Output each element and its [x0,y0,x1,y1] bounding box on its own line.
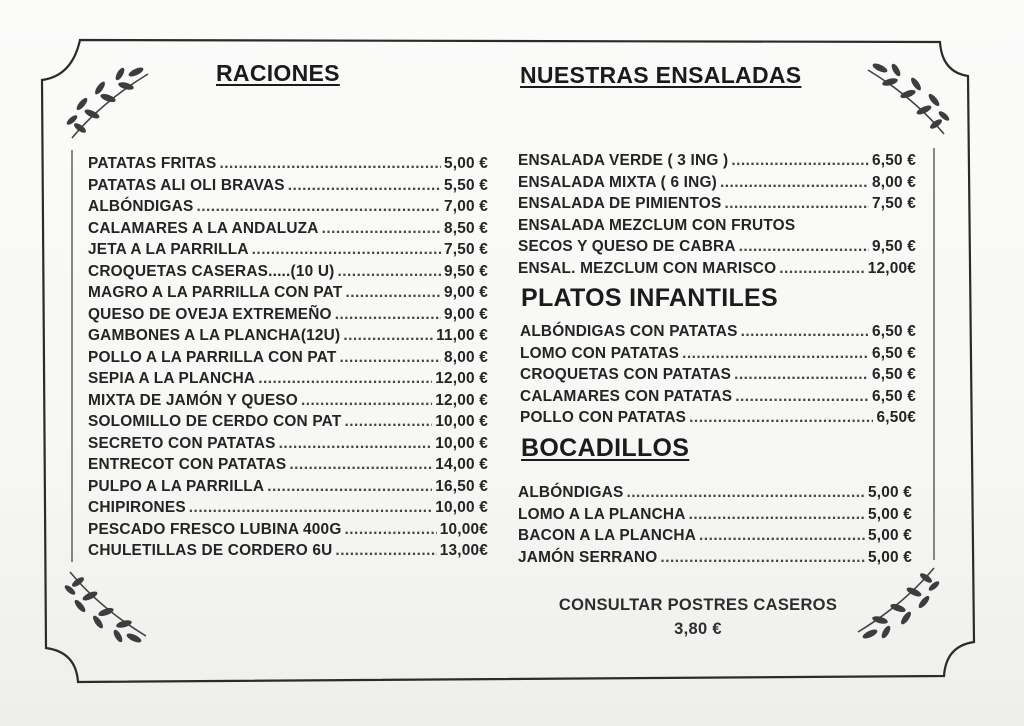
list-item: CALAMARES A LA ANDALUZA ..... 8,50 € [88,218,488,240]
list-item: CHIPIRONES ..... 10,00 € [88,497,488,519]
bocadillos-heading: BOCADILLOS [521,434,690,462]
list-item: CALAMARES CON PATATAS ..... 6,50 € [520,386,916,408]
postres-price: 3,80 € [674,620,722,638]
list-item: GAMBONES A LA PLANCHA(12U) ..... 11,00 € [88,325,488,347]
laurel-sprig-top-right-icon [862,58,954,140]
list-item: MIXTA DE JAMÓN Y QUESO ..... 12,00 € [88,390,488,412]
list-item: PULPO A LA PARRILLA ..... 16,50 € [88,476,488,498]
list-item: LOMO A LA PLANCHA ..... 5,00 € [518,504,912,526]
laurel-sprig-top-left-icon [62,62,154,144]
list-item: ENSALADA VERDE ( 3 ING ) ..... 6,50 € [518,150,916,172]
list-item: SEPIA A LA PLANCHA ..... 12,00 € [88,368,488,390]
list-item: QUESO DE OVEJA EXTREMEÑO ..... 9,00 € [88,304,488,326]
raciones-list [88,153,488,562]
list-item: JAMÓN SERRANO ..... 5,00 € [518,547,912,569]
ensaladas-list [518,150,916,279]
list-item: ENSALADA MIXTA ( 6 ING) ..... 8,00 € [518,172,916,194]
bocadillos-list [518,482,912,568]
list-item: MAGRO A LA PARRILLA CON PAT ..... 9,00 € [88,282,488,304]
list-item: ALBÓNDIGAS ..... 5,00 € [518,482,912,504]
list-item: ALBÓNDIGAS CON PATATAS ..... 6,50 € [520,321,916,343]
list-item: JETA A LA PARRILLA ..... 7,50 € [88,239,488,261]
list-item: CROQUETAS CON PATATAS ..... 6,50 € [520,364,916,386]
list-item: ENTRECOT CON PATATAS ..... 14,00 € [88,454,488,476]
list-item: SOLOMILLO DE CERDO CON PAT ..... 10,00 € [88,411,488,433]
ensaladas-heading: NUESTRAS ENSALADAS [520,62,802,88]
list-item: ENSALADA DE PIMIENTOS ..... 7,50 € [518,193,916,215]
list-item: PESCADO FRESCO LUBINA 400G ..... 10,00€ [88,519,488,541]
list-item: CROQUETAS CASERAS.....(10 U) ..... 9,50 € [88,261,488,283]
infantiles-heading: PLATOS INFANTILES [521,284,778,312]
list-item: CHULETILLAS DE CORDERO 6U ..... 13,00€ [88,540,488,562]
raciones-heading: RACIONES [216,60,340,86]
list-item: POLLO A LA PARRILLA CON PAT ..... 8,00 € [88,347,488,369]
laurel-sprig-bottom-left-icon [60,566,152,648]
list-item: SECOS Y QUESO DE CABRA ..... 9,50 € [518,236,916,258]
list-item: LOMO CON PATATAS ..... 6,50 € [520,343,916,365]
postres-label: CONSULTAR POSTRES CASEROS [558,596,838,614]
infantiles-list [520,321,916,429]
list-item: SECRETO CON PATATAS ..... 10,00 € [88,433,488,455]
list-item: PATATAS ALI OLI BRAVAS ..... 5,50 € [88,175,488,197]
list-item: PATATAS FRITAS ..... 5,00 € [88,153,488,175]
list-item: BACON A LA PLANCHA ..... 5,00 € [518,525,912,547]
list-item: ENSAL. MEZCLUM CON MARISCO ..... 12,00€ [518,258,916,280]
list-item: ALBÓNDIGAS ..... 7,00 € [88,196,488,218]
list-item: POLLO CON PATATAS ..... 6,50€ [520,407,916,429]
list-item: ENSALADA MEZCLUM CON FRUTOS [518,216,796,234]
